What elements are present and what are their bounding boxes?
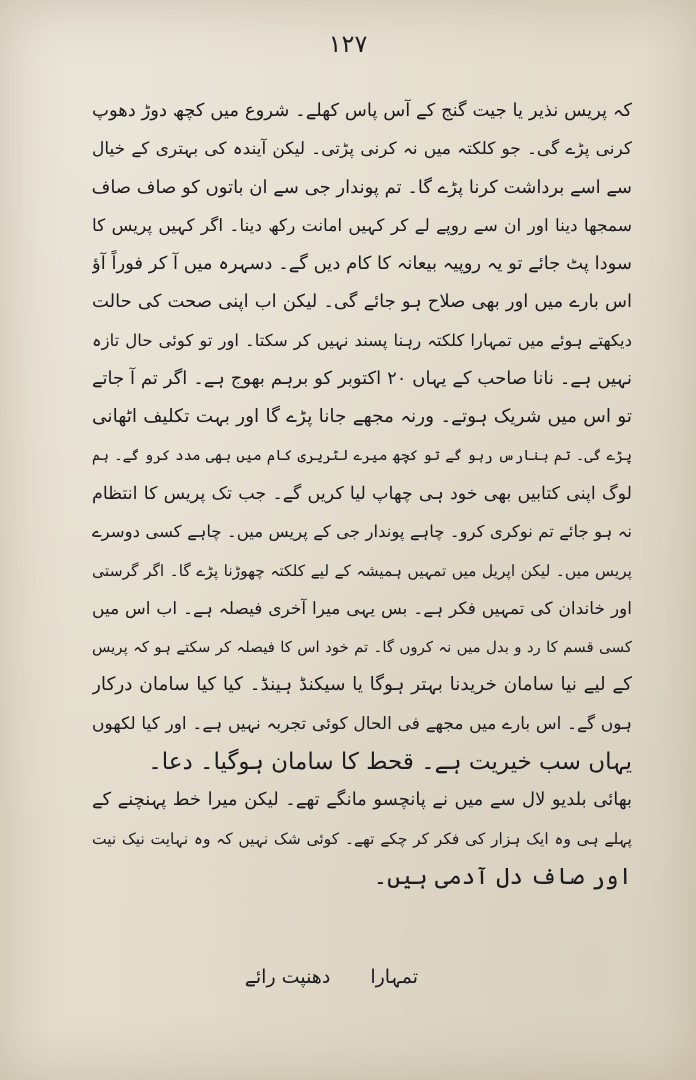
text-line: ہوں گے۔ اس بارے میں مجھے فی الحال کوئی تجربہ نہیں ہے۔ اور کیا لکھوں [92, 713, 632, 734]
text-line: کرنی پڑے گی۔ جو کلکتہ میں نہ کرنی پڑتی۔ لیکن آیندہ کی بہتری کے خیال [92, 139, 632, 160]
text-line: پریس میں۔ لیکن اپریل میں تمہیں ہمیشہ کے لیے کلکتہ چھوڑنا پڑے گا۔ اگر گرستی [92, 561, 632, 580]
text-line: یہاں سب خیریت ہے۔ قحط کا سامان ہوگیا۔ دعا۔ [148, 749, 632, 776]
text-line: پڑے گی۔ تم بنارس رہو گے تو کچھ میرے لٹریری کام میں بھی مدد کرو گے۔ ہم [92, 447, 632, 464]
text-line: تو اس میں شریک ہوتے۔ ورنہ مجھے جانا پڑے گا اور بہت تکلیف اٹھانی [92, 406, 632, 428]
text-line: لوگ اپنی کتابیں بھی خود ہی چھاپ لیا کریں گے۔ جب تک پریس کا انتظام [92, 483, 632, 504]
text-line: نہ ہو جائے تم نوکری کرو۔ چاہے پوندار جی کے پریس میں۔ چاہے کسی دوسرے [92, 522, 632, 542]
text-line: سے اسے برداشت کرنا پڑے گا۔ تم پوندار جی سے ان باتوں کو صاف صاف [92, 176, 632, 198]
page-number: ۱۲۷ [328, 30, 368, 58]
signature-name: دھنپت رائے [244, 966, 331, 988]
text-line: سودا پٹ جائے تو یہ روپیہ بیعانہ کا کام دیں گے۔ دسہرہ میں آ کر فوراً آؤ [92, 253, 632, 275]
letter-body [92, 92, 632, 896]
text-line: دیکھتے ہوئے میں تمہارا کلکتہ رہنا پسند نہیں کر سکتا۔ اور تو کوئی حال تازہ [92, 330, 632, 350]
text-line: اور خاندان کی تمہیں فکر ہے۔ بس یہی میرا آخری فیصلہ ہے۔ اب اس میں [92, 598, 632, 619]
text-line: کہ پریس نذیر یا جیت گنج کے آس پاس کھلے۔ شروع میں کچھ دوڑ دھوپ [92, 100, 632, 121]
signature-block [168, 966, 418, 988]
text-line: بھائی بلدیو لال سے میں نے پانچسو مانگے تھے۔ لیکن میرا خط پہنچنے کے [92, 789, 632, 811]
text-line: کسی قسم کا رد و بدل میں نہ کروں گا۔ تم خود اس کا فیصلہ کر سکتے ہو کہ پریس [92, 638, 632, 657]
text-line: کے لیے نیا سامان خریدنا بہتر ہوگا یا سیکنڈ ہینڈ۔ کیا کیا سامان درکار [92, 674, 632, 696]
text-line: اور صاف دل آدمی ہیں۔ [373, 863, 632, 890]
text-line: نہیں ہے۔ نانا صاحب کے یہاں ۲۰ اکتوبر کو برہم بھوج ہے۔ اگر تم آ جاتے [92, 368, 632, 390]
text-line: سمجھا دینا اور ان سے روپے لے کر کہیں امانت رکھ دینا۔ اگر کہیں پریس کا [92, 215, 632, 236]
text-line: پہلے ہی وہ ایک ہزار کی فکر کر چکے تھے۔ کوئی شک نہیں کہ وہ نہایت نیک نیت [92, 829, 632, 848]
text-line: اس بارے میں اور بھی صلاح ہو جائے گی۔ لیکن اب اپنی صحت کی حالت [92, 291, 632, 313]
signature-closing: تمہارا [370, 966, 418, 988]
